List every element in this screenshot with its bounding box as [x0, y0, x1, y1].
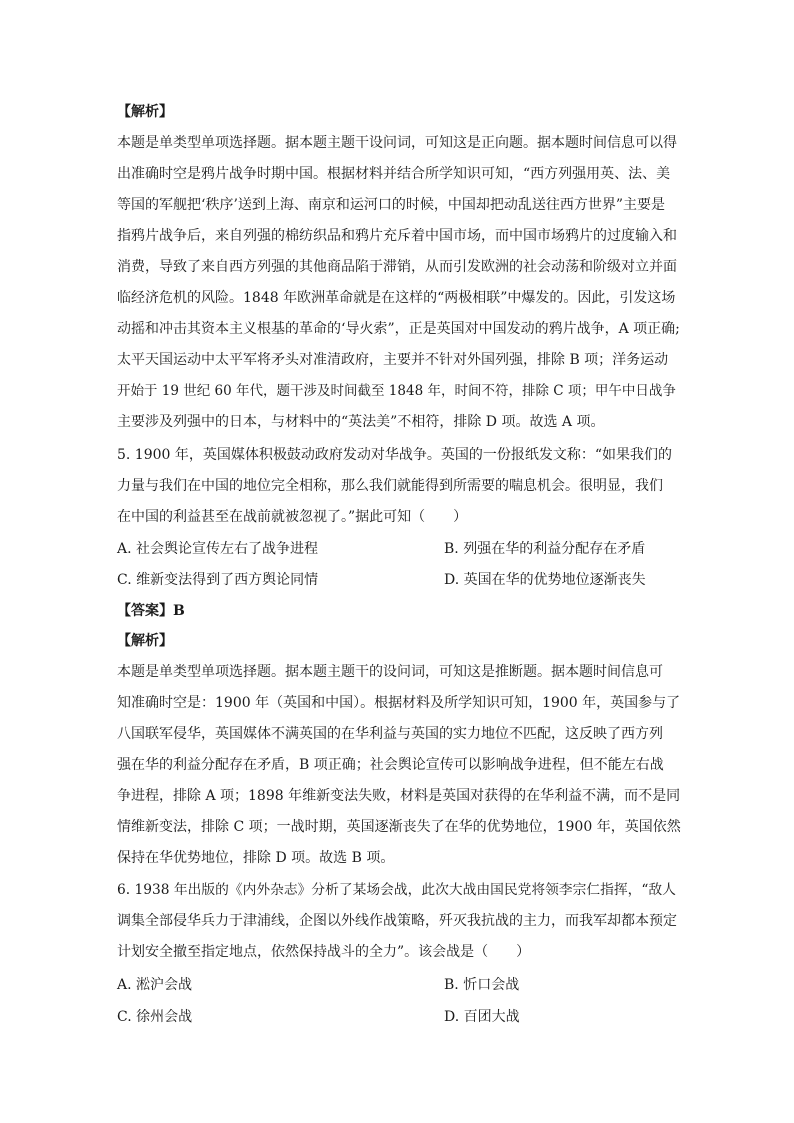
analysis-line: 本题是单类型单项选择题。据本题主题干设问词，可知这是正向题。据本题时间信息可以得: [117, 135, 677, 151]
option-a: A. 社会舆论宣传左右了战争进程: [117, 541, 319, 557]
question-5-stem: 力量与我们在中国的地位完全相称，那么我们就能得到所需要的喘息机会。很明显，我们: [117, 478, 663, 494]
analysis-line: 指鸦片战争后，来自列强的棉纺织品和鸦片充斥着中国市场，而中国市场鸦片的过度输入和: [117, 228, 677, 244]
analysis-heading: 【解析】: [117, 633, 173, 649]
analysis-line: 八国联军侵华，英国媒体不满英国的在华利益与英国的实力地位不匹配，这反映了西方列: [117, 726, 663, 742]
question-5-stem: 5. 1900 年，英国媒体积极鼓动政府发动对华战争。英国的一份报纸发文称：“如果我们的: [117, 447, 673, 463]
option-d: D. 百团大战: [444, 1009, 520, 1025]
option-d: D. 英国在华的优势地位逐渐丧失: [444, 572, 646, 588]
analysis-line: 太平天国运动中太平军将矛头对准清政府，主要并不针对外国列强，排除 B 项；洋务运动: [117, 352, 669, 368]
analysis-line: 出准确时空是鸦片战争时期中国。根据材料并结合所学知识可知，“西方列强用英、法、美: [117, 166, 671, 182]
analysis-line: 临经济危机的风险。1848 年欧洲革命就是在这样的“两极相联”中爆发的。因此，引发这场: [117, 290, 676, 306]
analysis-line: 消费，导致了来自西方列强的其他商品陷于滞销，从而引发欧洲的社会动荡和阶级对立并面: [117, 259, 677, 275]
analysis-line: 开始于 19 世纪 60 年代，题干涉及时间截至 1848 年，时间不符，排除 C 项；甲午中日战争: [117, 383, 676, 399]
option-c: C. 维新变法得到了西方舆论同情: [117, 572, 319, 588]
option-b: B. 列强在华的利益分配存在矛盾: [444, 541, 646, 557]
question-6-stem: 计划安全撤至指定地点，依然保持战斗的全力”。该会战是（ ）: [117, 944, 531, 960]
analysis-line: 保持在华优势地位，排除 D 项。故选 B 项。: [117, 850, 395, 866]
question-6-stem: 调集全部侵华兵力于津浦线，企图以外线作战策略，歼灭我抗战的主力，而我军却都本预定: [117, 913, 677, 929]
analysis-line: 强在华的利益分配存在矛盾，B 项正确；社会舆论宣传可以影响战争进程，但不能左右战: [117, 757, 664, 773]
analysis-line: 知准确时空是：1900 年（英国和中国）。根据材料及所学知识可知，1900 年，英国参与了: [117, 695, 681, 711]
question-5-stem: 在中国的利益甚至在战前就被忽视了。”据此可知（ ）: [117, 509, 468, 525]
option-b: B. 忻口会战: [444, 977, 520, 993]
analysis-heading: 【解析】: [117, 104, 173, 120]
analysis-line: 动摇和冲击其资本主义根基的革命的‘导火索”，正是英国对中国发动的鸦片战争，A 项正确;: [117, 321, 680, 337]
analysis-line: 主要涉及列强中的日本，与材料中的“英法美”不相符，排除 D 项。故选 A 项。: [117, 414, 605, 430]
option-a: A. 淞沪会战: [117, 977, 193, 993]
option-c: C. 徐州会战: [117, 1009, 193, 1025]
analysis-line: 情维新变法，排除 C 项；一战时期，英国逐渐丧失了在华的优势地位，1900 年，英国依然: [117, 819, 681, 835]
answer-label: 【答案】B: [117, 603, 185, 619]
analysis-line: 本题是单类型单项选择题。据本题主题干的设问词，可知这是推断题。据本题时间信息可: [117, 664, 663, 680]
analysis-line: 等国的军舰把‘秩序’送到上海、南京和运河口的时候，中国却把动乱送往西方世界”主要是: [117, 197, 666, 213]
question-6-stem: 6. 1938 年出版的《内外杂志》分析了某场会战，此次大战由国民党将领李宗仁指挥，“敌人: [117, 882, 676, 898]
analysis-line: 争进程，排除 A 项；1898 年维新变法失败，材料是英国对获得的在华利益不满，而不是同: [117, 788, 681, 804]
